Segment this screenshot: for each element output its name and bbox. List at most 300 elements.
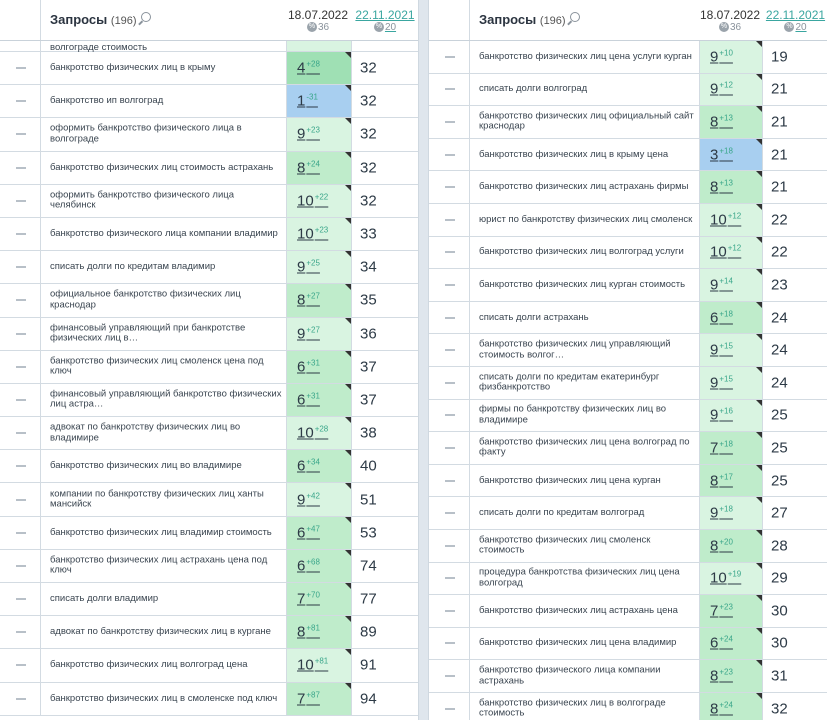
row-gutter [429,237,470,269]
position-cell [286,152,352,184]
position-value: 6 [297,457,306,475]
row-gutter [0,616,41,648]
previous-position-cell [763,497,827,529]
corner-marker-icon [756,41,762,47]
query-text: банкротство физических лиц в смоленске под ключ [50,692,278,704]
position-cell [699,139,763,171]
remove-query-icon[interactable] [445,56,455,58]
position-link[interactable] [297,325,320,342]
corner-marker-icon [345,185,351,191]
position-delta: +31 [306,391,320,401]
query-text: фирмы по банкротству физических лиц во владимире [479,403,667,426]
row-gutter [429,367,470,399]
position-link[interactable] [297,458,320,475]
previous-position-cell [763,74,827,106]
corner-marker-icon [345,118,351,124]
corner-marker-icon [345,550,351,556]
table-header [429,0,827,41]
position-cell [286,218,352,250]
position-link[interactable] [297,690,320,707]
corner-marker-icon [756,400,762,406]
remove-query-icon[interactable] [16,200,26,202]
remove-query-icon[interactable] [445,382,455,384]
query-text: банкротство физических лиц цена курган [479,474,661,486]
previous-position-value: 27 [771,504,788,522]
position-value: 6 [297,524,306,542]
table-row [429,400,827,433]
position-delta: +16 [719,406,733,416]
remove-query-icon[interactable] [445,284,455,286]
remove-query-icon[interactable] [16,698,26,700]
previous-position-cell [352,649,418,681]
row-gutter [429,106,470,138]
row-gutter [0,218,41,250]
position-link[interactable] [297,557,320,574]
position-value: 1 [297,92,306,110]
remove-query-icon[interactable] [16,299,26,301]
position-delta: +28 [306,59,320,69]
position-cell [286,185,352,217]
table-row [429,693,827,720]
remove-query-icon[interactable] [16,532,26,534]
position-value: 4 [297,59,306,77]
corner-marker-icon [756,171,762,177]
position-delta: +23 [306,125,320,135]
remove-query-icon[interactable] [16,499,26,501]
table-row [429,465,827,498]
position-value: 10 [297,225,314,243]
table-row [0,417,418,450]
remove-query-icon[interactable] [16,67,26,69]
visibility-current [699,22,761,33]
header-gutter [429,0,470,40]
position-link[interactable] [710,276,733,293]
position-link[interactable] [710,472,733,489]
row-gutter [0,284,41,316]
position-delta: +25 [306,258,320,268]
corner-marker-icon [345,384,351,390]
position-link[interactable] [710,48,733,65]
previous-position-cell [763,595,827,627]
position-link[interactable] [297,126,320,143]
position-link[interactable] [297,226,328,243]
previous-position-value: 32 [360,59,377,77]
remove-query-icon[interactable] [16,133,26,135]
previous-position-cell [352,517,418,549]
previous-position-value: 31 [771,667,788,685]
remove-query-icon[interactable] [16,100,26,102]
table-row [429,269,827,302]
position-cell [286,284,352,316]
corner-marker-icon [345,218,351,224]
table-row [429,204,827,237]
remove-query-icon[interactable] [445,251,455,253]
table-body [0,41,418,716]
table-row [0,683,418,716]
date-current: 18.07.2022 [699,8,761,22]
table-row [429,563,827,596]
position-delta: +15 [719,374,733,384]
position-link[interactable] [710,374,733,391]
query-text: банкротство физического лица компании астрахань [479,664,661,687]
position-link[interactable] [710,635,733,652]
query-text: банкротство ип волгоград [50,95,164,107]
position-value: 9 [710,80,719,98]
remove-query-icon[interactable] [16,465,26,467]
position-link[interactable] [297,358,320,375]
position-value: 3 [710,146,719,164]
table-row [429,530,827,563]
queries-count: (196) [539,15,566,27]
position-link[interactable] [710,113,733,130]
date-compare-link[interactable]: 22.11.2021 [355,8,415,22]
corner-marker-icon [345,318,351,324]
query-text: банкротство физических лиц астрахань цена [479,604,678,616]
previous-position-cell [763,106,827,138]
position-value: 8 [710,178,719,196]
position-value: 6 [297,391,306,409]
position-link[interactable] [297,624,320,641]
remove-query-icon[interactable] [16,664,26,666]
query-text: банкротство физических лиц астрахань цена под ключ [50,554,268,576]
position-cell [699,595,763,627]
corner-marker-icon [756,660,762,666]
previous-position-value: 19 [771,48,788,66]
remove-query-icon[interactable] [445,88,455,90]
row-gutter [0,118,41,150]
query-text: банкротство физических лиц цена волгоград по факту [479,436,690,458]
remove-query-icon[interactable] [16,167,26,169]
position-link[interactable] [297,93,318,110]
table-row [429,139,827,172]
position-cell [286,450,352,482]
previous-position-value: 24 [771,374,788,392]
row-gutter [0,517,41,549]
search-icon[interactable] [570,12,580,22]
previous-position-value: 25 [771,406,788,424]
position-delta: +18 [719,309,733,319]
position-link[interactable] [710,700,733,717]
table-row [429,237,827,270]
position-link[interactable] [297,657,328,674]
previous-position-value: 74 [360,557,377,575]
position-value: 10 [297,424,314,442]
position-cell [286,517,352,549]
previous-position-cell [352,85,418,117]
position-delta: +34 [306,457,320,467]
position-delta: +13 [719,178,733,188]
query-text: банкротство физических лиц в крыму цена [479,148,669,160]
position-link[interactable] [710,309,733,326]
corner-marker-icon [345,152,351,158]
row-gutter [429,563,470,595]
position-value: 8 [297,159,306,177]
position-value: 9 [297,258,306,276]
remove-query-icon[interactable] [445,642,455,644]
remove-query-icon[interactable] [16,233,26,235]
previous-position-value: 91 [360,656,377,674]
corner-marker-icon [345,417,351,423]
remove-query-icon[interactable] [16,333,26,335]
corner-marker-icon [345,517,351,523]
query-text: финансовый управляющий банкротство физических лиц астра… [50,388,282,410]
remove-query-icon[interactable] [445,708,455,710]
position-link[interactable] [710,179,733,196]
row-gutter [0,52,41,84]
previous-position-cell [763,139,827,171]
previous-position-cell [352,52,418,84]
row-gutter [429,302,470,334]
position-cell [286,384,352,416]
position-link[interactable] [297,524,320,541]
position-value: 7 [710,439,719,457]
previous-position-value: 34 [360,258,377,276]
previous-position-cell [763,563,827,595]
remove-query-icon[interactable] [445,121,455,123]
right-table-panel [428,0,827,720]
position-cell [699,628,763,660]
previous-position-value: 38 [360,424,377,442]
corner-marker-icon [756,74,762,80]
position-cell [699,41,763,73]
table-row [0,616,418,649]
position-value: 8 [710,700,719,718]
remove-query-icon[interactable] [16,266,26,268]
position-link[interactable] [297,491,320,508]
position-cell [286,52,352,84]
position-cell [699,465,763,497]
query-text: банкротство физических лиц цена услуги курган [479,50,692,62]
remove-query-icon[interactable] [16,399,26,401]
queries-count: (196) [110,15,137,27]
position-link[interactable] [297,192,328,209]
position-cell [699,660,763,692]
position-value: 6 [710,309,719,327]
position-value: 6 [710,634,719,652]
position-link[interactable] [710,505,733,522]
previous-position-cell [352,118,418,150]
position-delta: +23 [314,225,329,235]
row-gutter [429,595,470,627]
position-link[interactable] [710,570,741,587]
visibility-current-value: 36 [729,22,742,33]
previous-position-cell [352,185,418,217]
position-link[interactable] [710,407,733,424]
corner-marker-icon [756,693,762,699]
query-text: банкротство физических лиц стоимость астрахань [50,161,274,173]
table-row [0,52,418,85]
previous-position-cell [352,583,418,615]
query-text: банкротство физических лиц курган стоимость [479,278,686,290]
corner-marker-icon [345,583,351,589]
corner-marker-icon [756,302,762,308]
previous-position-value: 24 [771,309,788,327]
remove-query-icon[interactable] [16,432,26,434]
table-row [429,41,827,74]
position-cell [699,432,763,464]
previous-position-value: 21 [771,146,788,164]
position-delta: +27 [306,325,320,335]
corner-marker-icon [756,367,762,373]
position-link[interactable] [710,342,733,359]
table-row [0,384,418,417]
position-delta: +27 [306,291,320,301]
position-cell [286,683,352,715]
column-header-queries[interactable] [479,12,580,27]
query-text: банкротство физических лиц смоленск цена под ключ [50,355,264,377]
position-link[interactable] [297,159,320,176]
row-gutter [0,185,41,217]
row-gutter [429,171,470,203]
position-value: 6 [297,358,306,376]
previous-position-value: 32 [360,159,377,177]
table-row [0,251,418,284]
remove-query-icon[interactable] [16,631,26,633]
position-link[interactable] [297,591,320,608]
position-cell [699,106,763,138]
remove-query-icon[interactable] [445,675,455,677]
previous-position-cell [763,465,827,497]
corner-marker-icon [345,616,351,622]
previous-position-cell [352,284,418,316]
query-text: банкротство физических лиц управляющий стоимость волгог… [479,338,671,361]
remove-query-icon[interactable] [445,154,455,156]
remove-query-icon[interactable] [16,565,26,567]
percent-icon: % [720,23,728,31]
position-link[interactable] [710,537,733,554]
row-gutter [0,417,41,449]
position-link[interactable] [297,259,320,276]
position-link[interactable] [297,60,320,77]
position-link[interactable] [297,292,320,309]
previous-position-cell [763,334,827,366]
position-value: 10 [297,656,314,674]
position-link[interactable] [710,439,733,456]
position-cell [286,583,352,615]
corner-marker-icon [756,204,762,210]
position-link[interactable] [710,602,733,619]
previous-position-cell [352,218,418,250]
position-cell [699,563,763,595]
position-delta: +24 [719,634,733,644]
row-gutter [429,628,470,660]
query-text: банкротство физических лиц в волгограде стоимость [479,697,666,719]
remove-query-icon[interactable] [445,610,455,612]
position-link[interactable] [710,211,741,228]
remove-query-icon[interactable] [445,219,455,221]
position-value: 7 [710,602,719,620]
query-text: списать долги по кредитам владимир [50,260,216,272]
previous-position-cell [763,367,827,399]
previous-position-value: 94 [360,690,377,708]
remove-query-icon[interactable] [445,447,455,449]
query-text: банкротство физических лиц владимир стоимость [50,526,272,538]
position-link[interactable] [297,425,328,442]
remove-query-icon[interactable] [445,414,455,416]
position-delta: +28 [314,424,329,434]
corner-marker-icon [756,237,762,243]
previous-position-value: 28 [771,537,788,555]
table-row [429,74,827,107]
position-delta: +87 [306,690,320,700]
position-value: 8 [710,667,719,685]
table-row [429,171,827,204]
position-delta: +42 [306,491,320,501]
previous-position-cell [352,351,418,383]
previous-position-value: 25 [771,472,788,490]
corner-marker-icon [345,251,351,257]
remove-query-icon[interactable] [445,317,455,319]
previous-position-value: 32 [360,125,377,143]
query-text: банкротство физических лиц цена владимир [479,637,677,649]
position-link[interactable] [710,244,741,261]
previous-position-value: 23 [771,276,788,294]
previous-position-value: 22 [771,211,788,229]
row-gutter [0,683,41,715]
position-link[interactable] [297,391,320,408]
visibility-compare-value: 20 [795,22,807,33]
position-cell [699,530,763,562]
query-text: списать долги по кредитам екатеринбург физбанкротство [479,371,660,393]
remove-query-icon[interactable] [445,577,455,579]
previous-position-value: 89 [360,623,377,641]
previous-position-cell [352,152,418,184]
previous-position-cell [763,302,827,334]
remove-query-icon[interactable] [16,366,26,368]
previous-position-cell [352,683,418,715]
query-text: банкротство физических лиц в крыму [50,61,216,73]
corner-marker-icon [756,334,762,340]
date-current: 18.07.2022 [287,8,349,22]
remove-query-icon[interactable] [445,349,455,351]
remove-query-icon[interactable] [445,480,455,482]
position-value: 8 [710,472,719,490]
remove-query-icon[interactable] [16,598,26,600]
corner-marker-icon [345,483,351,489]
position-link[interactable] [710,668,733,685]
position-value: 10 [710,243,727,261]
query-text: банкротство физических лиц астрахань фирмы [479,180,689,192]
table-row [0,284,418,317]
previous-position-cell [763,204,827,236]
position-link[interactable] [710,146,733,163]
search-icon[interactable] [141,12,151,22]
position-cell [286,616,352,648]
position-cell [699,171,763,203]
row-gutter [429,693,470,720]
table-row [429,302,827,335]
position-value: 7 [297,690,306,708]
row-gutter [0,649,41,681]
remove-query-icon[interactable] [445,186,455,188]
panel-divider [418,0,428,720]
position-link[interactable] [710,81,733,98]
position-value: 9 [297,325,306,343]
position-delta: +13 [719,113,733,123]
column-header-queries[interactable] [50,12,151,27]
remove-query-icon[interactable] [445,545,455,547]
previous-position-cell [763,400,827,432]
corner-marker-icon [756,530,762,536]
previous-position-value: 32 [360,192,377,210]
position-delta: +20 [719,537,733,547]
table-row [0,118,418,151]
remove-query-icon[interactable] [445,512,455,514]
table-row [429,497,827,530]
position-delta: +23 [719,602,733,612]
date-compare-link[interactable]: 22.11.2021 [765,8,826,22]
position-cell [286,41,352,51]
